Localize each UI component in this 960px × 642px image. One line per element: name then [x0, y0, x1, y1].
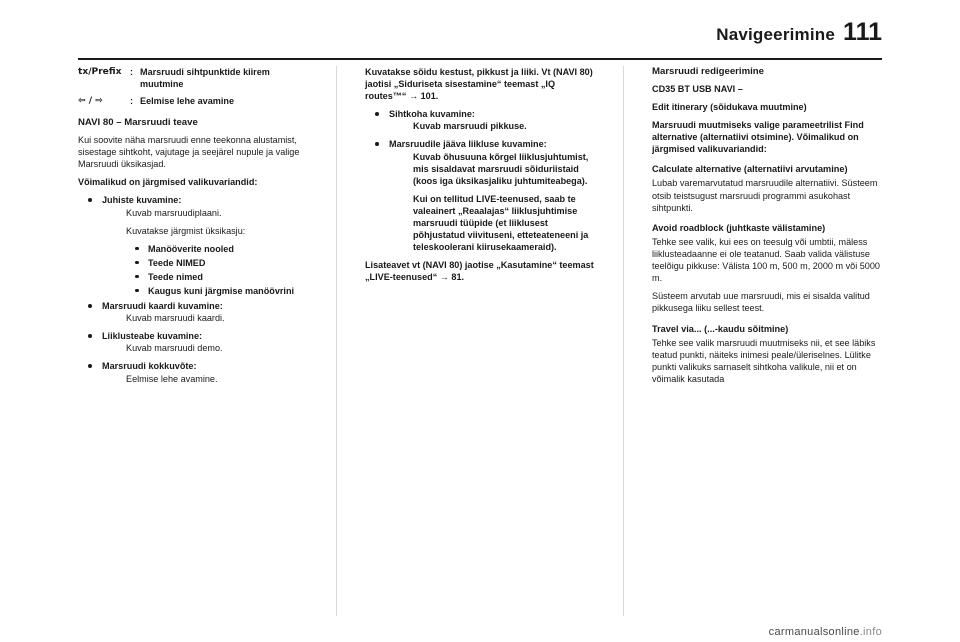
section-paragraph: Tehke see valik marsruudi muutmiseks nii, et see läbiks teatud punkti, näiteks inimesi peale/üleriselnes. Lülitke punkti valikuks sarnaselt sihtkoha valikule, nii et on võimalik kasutada [652, 337, 876, 385]
column-3 [623, 66, 882, 616]
list-item: Kaugus kuni järgmise manöövrini [126, 285, 308, 297]
list-item [78, 330, 308, 354]
list-item: Teede nimed [126, 271, 308, 283]
section-heading-navi80: NAVI 80 – Marsruudi teave [78, 117, 198, 129]
list-item-colon: : [543, 139, 547, 150]
prefix-icon-label: tx/Prefix [78, 67, 122, 77]
column2-intro: Kuvatakse sõidu kestust, pikkust ja liiki. Vt (NAVI 80) jaotisi „Siduriseta sisestamine“ teemast „IQ routes™“ → 101. [365, 67, 593, 102]
list-item-label: Marsruudile jääva liikluse kuvamine [389, 139, 544, 150]
device-sublabel: Edit itinerary (sõidukava muutmine) [652, 101, 807, 112]
subsection-heading: Travel via... (...-kaudu sõitmine) [652, 323, 789, 334]
list-item-body [102, 207, 308, 298]
subsection-heading: Avoid roadblock (juhtkaste välistamine) [652, 222, 826, 233]
option-sublist [126, 243, 308, 297]
list-item-body [102, 373, 308, 385]
section-paragraph: Kui soovite näha marsruudi enne teekonna alustamist, sisestage sihtkoht, vajutage ja seejärel nupule ja valige Marsruudi üksikasjad. [78, 135, 300, 170]
arrow-left-right-icon-label: ⇦ / ⇨ [78, 96, 103, 107]
column-1 [78, 66, 336, 616]
definition-colon: : [130, 67, 134, 77]
option-list [78, 194, 308, 384]
list-item: Manööverite nooled [126, 243, 308, 255]
list-item [365, 138, 595, 253]
list-item-line: Kuvab marsruudi pikkuse. [413, 121, 527, 132]
list-item-label: Sihtkoha kuvamine [389, 109, 472, 120]
footer-suffix: .info [859, 626, 882, 638]
list-item-line: Kuvab marsruudiplaani. [126, 207, 222, 218]
list-item-line: Kuvab marsruudi demo. [126, 343, 223, 354]
list-item-label: Liiklusteabe kuvamine [102, 331, 200, 342]
list-item-colon: : [471, 109, 475, 120]
page-columns [78, 66, 882, 616]
list-item-body [102, 342, 308, 354]
section-paragraph: Lubab varemarvutatud marsruudile alternatiivi. Süsteem otsib teistsugust marsruudi programmi asukohast sihtpunkti. [652, 178, 878, 213]
list-item-line: Kui on tellitud LIVE-teenused, saab te valeainert „Reaalajas“ liiklusjuhtimise marsruudi tüüpide (et liiklusest põhjustatud viivituseni, etteteateneeni ja teleskoolerani kiirusekaameraid). [413, 193, 589, 253]
list-item-body [389, 120, 595, 132]
list-item-line: Kuvatakse järgmist üksikasju: [126, 225, 246, 236]
option-list [365, 108, 595, 253]
section-paragraph: Võimalikud on järgmised valikuvariandid: [78, 177, 258, 188]
definition-value: Marsruudi sihtpunktide kiirem muutmine [140, 67, 270, 90]
subsection-heading: Calculate alternative (alternatiivi arvutamine) [652, 164, 848, 175]
definition-value: Eelmise lehe avamine [140, 96, 235, 107]
section-paragraph: Süsteem arvutab uue marsruudi, mis ei sisalda valitud pikkusega liiku sellest teest. [652, 291, 870, 314]
definition-row [78, 66, 308, 90]
definition-row [78, 95, 308, 107]
definition-colon: : [130, 96, 134, 107]
list-item [365, 108, 595, 132]
list-item [78, 300, 308, 324]
list-item-label: Juhiste kuvamine [102, 195, 179, 206]
section-heading-route-edit: Marsruudi redigeerimine [652, 66, 764, 77]
list-item-colon: : [219, 301, 223, 312]
list-item-body [389, 151, 595, 254]
list-item-line: Kuvab õhusuuna kõrgel liiklusjuhtumist, mis sisaldavat marsruudi sõiduriistaid (koos iga üksikasjaliku juhtumiteabega). [413, 151, 589, 186]
page-header [78, 20, 882, 60]
list-item-label: Marsruudi kaardi kuvamine [102, 301, 220, 312]
column2-outro: Lisateavet vt (NAVI 80) jaotise „Kasutamine“ teemast „LIVE-teenused“ → 81. [365, 260, 594, 283]
list-item-label: Marsruudi kokkuvõte [102, 361, 194, 372]
list-item-line: Eelmise lehe avamine. [126, 373, 218, 384]
page-number: 111 [843, 18, 882, 46]
list-item [78, 360, 308, 384]
section-paragraph: Marsruudi muutmiseks valige parameetrilist Find alternative (alternatiivi otsimine). Võimalikud on järgmised valikuvariandid: [652, 119, 864, 155]
list-item-colon: : [199, 331, 203, 342]
list-item-colon: : [193, 361, 197, 372]
list-item-colon: : [178, 195, 182, 206]
list-item: Teede NIMED [126, 257, 308, 269]
page-title: Navigeerimine [716, 25, 836, 44]
list-item [78, 194, 308, 297]
list-item-line: Kuvab marsruudi kaardi. [126, 313, 225, 324]
footer-text: carmanualsonline [768, 626, 860, 638]
footer-watermark [769, 626, 882, 638]
device-label: CD35 BT USB NAVI – [652, 83, 743, 94]
list-item-body [102, 312, 308, 324]
section-paragraph: Tehke see valik, kui ees on teesulg või umbtii, mäless liiklusteadaanne ei ole teatanud. Saab valida välistuse teelõigu pikkuse: Välista 100 m, 500 m, 2000 m või 5000 m. [652, 236, 880, 284]
column-2 [336, 66, 623, 616]
